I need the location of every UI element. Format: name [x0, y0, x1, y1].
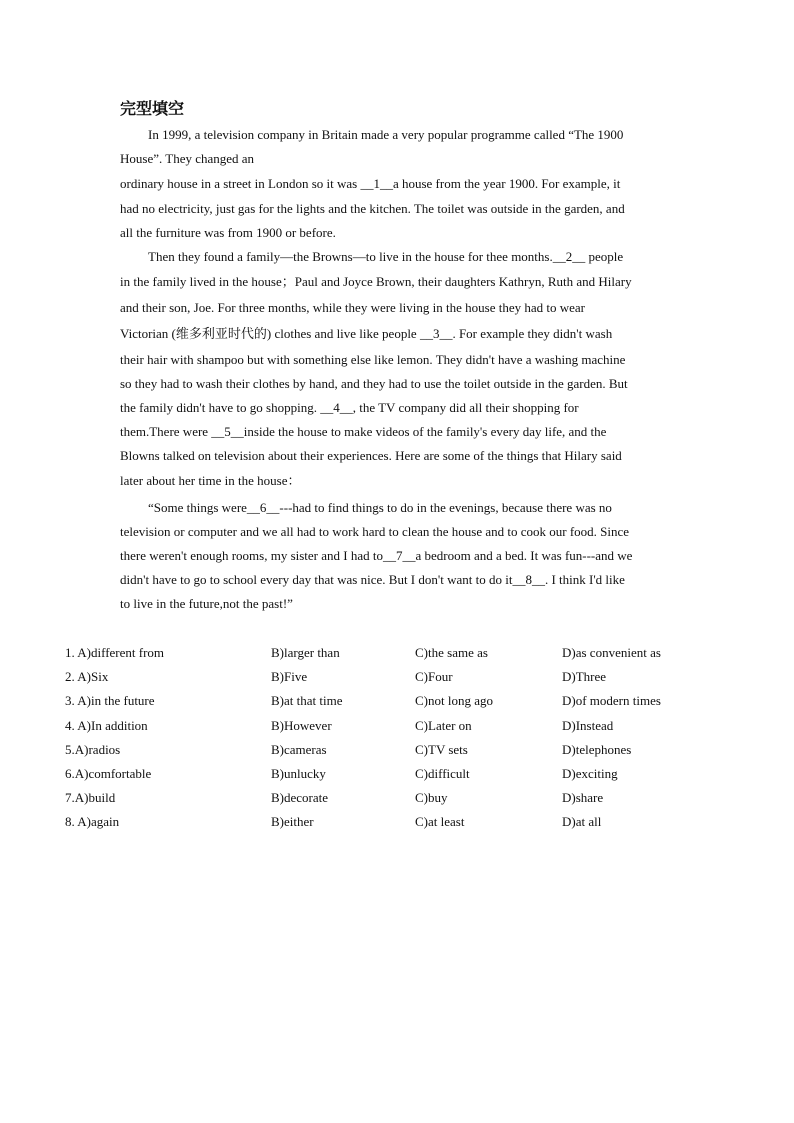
passage-line: Victorian (维多利亚时代的) clothes and live like people __3__. For example they didn't wash	[120, 326, 613, 341]
passage-line: and their son, Joe. For three months, while they were living in the house they had to wear	[120, 300, 586, 315]
passage-line: later about her time in the house：	[120, 473, 301, 488]
option-7d: D)share	[562, 790, 604, 806]
passage-line: didn't have to go to school every day that was nice. But I don't want to do it__8__. I think I'd like	[120, 572, 625, 587]
passage-line: their hair with shampoo but with something else like lemon. They didn't have a washing machine	[120, 352, 626, 367]
option-6b: B)unlucky	[271, 765, 326, 781]
option-6a: 6.A)comfortable	[65, 765, 152, 781]
option-6d: D)exciting	[562, 765, 618, 781]
option-8b: B)either	[271, 814, 314, 830]
passage-line: Then they found a family—the Browns—to live in the house for thee months.__2__ people	[148, 249, 624, 264]
option-8c: C)at least	[415, 814, 465, 830]
option-7b: B)decorate	[271, 790, 329, 806]
passage-line: there weren't enough rooms, my sister and I had to__7__a bedroom and a bed. It was fun---and we	[120, 548, 633, 563]
option-4a: 4. A)In addition	[65, 717, 148, 733]
option-1d: D)as convenient as	[562, 645, 661, 660]
option-5a: 5.A)radios	[65, 741, 121, 757]
option-8a: 8. A)again	[65, 814, 120, 830]
option-7a: 7.A)build	[65, 790, 116, 806]
option-4c: C)Later on	[415, 717, 472, 733]
option-2b: B)Five	[271, 669, 308, 685]
option-3b: B)at that time	[271, 693, 343, 709]
passage-line: Blowns talked on television about their experiences. Here are some of the things that Hilary said	[120, 448, 622, 463]
option-8d: D)at all	[562, 814, 602, 830]
option-3a: 3. A)in the future	[65, 693, 155, 709]
passage-line: television or computer and we all had to work hard to clean the house and to cook our food. Since	[120, 524, 630, 539]
passage-line: ordinary house in a street in London so it was __1__a house from the year 1900. For example, it	[120, 176, 621, 191]
passage-line: had no electricity, just gas for the lights and the kitchen. The toilet was outside in the garden, and	[120, 201, 625, 216]
option-2a: 2. A)Six	[65, 669, 109, 685]
option-2c: C)Four	[415, 669, 453, 685]
page-title: 完型填空	[120, 99, 185, 118]
option-5d: D)telephones	[562, 741, 632, 757]
option-5c: C)TV sets	[415, 741, 468, 757]
option-2d: D)Three	[562, 669, 607, 685]
option-3d: D)of modern times	[562, 693, 661, 709]
option-1c: C)the same as	[415, 645, 488, 660]
option-7c: C)buy	[415, 790, 448, 806]
option-4b: B)However	[271, 717, 332, 733]
passage-line: to live in the future,not the past!”	[120, 596, 293, 611]
passage-line: In 1999, a television company in Britain made a very popular programme called “The 1900	[148, 127, 624, 142]
passage-line: the family didn't have to go shopping. __4__, the TV company did all their shopping for	[120, 400, 579, 415]
passage-line: “Some things were__6__---had to find things to do in the evenings, because there was no	[148, 500, 612, 515]
option-5b: B)cameras	[271, 741, 327, 757]
option-1b: B)larger than	[271, 645, 340, 660]
passage-line: them.There were __5__inside the house to make videos of the family's every day life, and the	[120, 424, 607, 439]
passage-line: all the furniture was from 1900 or before.	[120, 225, 336, 240]
option-1a: 1. A)different from	[65, 645, 165, 660]
option-4d: D)Instead	[562, 717, 614, 733]
passage-line: House”. They changed an	[120, 151, 255, 166]
passage-line: so they had to wash their clothes by hand, and they had to use the toilet outside in the garden. But	[120, 376, 628, 391]
option-6c: C)difficult	[415, 765, 470, 781]
option-3c: C)not long ago	[415, 693, 493, 709]
passage-line: in the family lived in the house；Paul and Joyce Brown, their daughters Kathryn, Ruth and Hilary	[120, 274, 632, 289]
